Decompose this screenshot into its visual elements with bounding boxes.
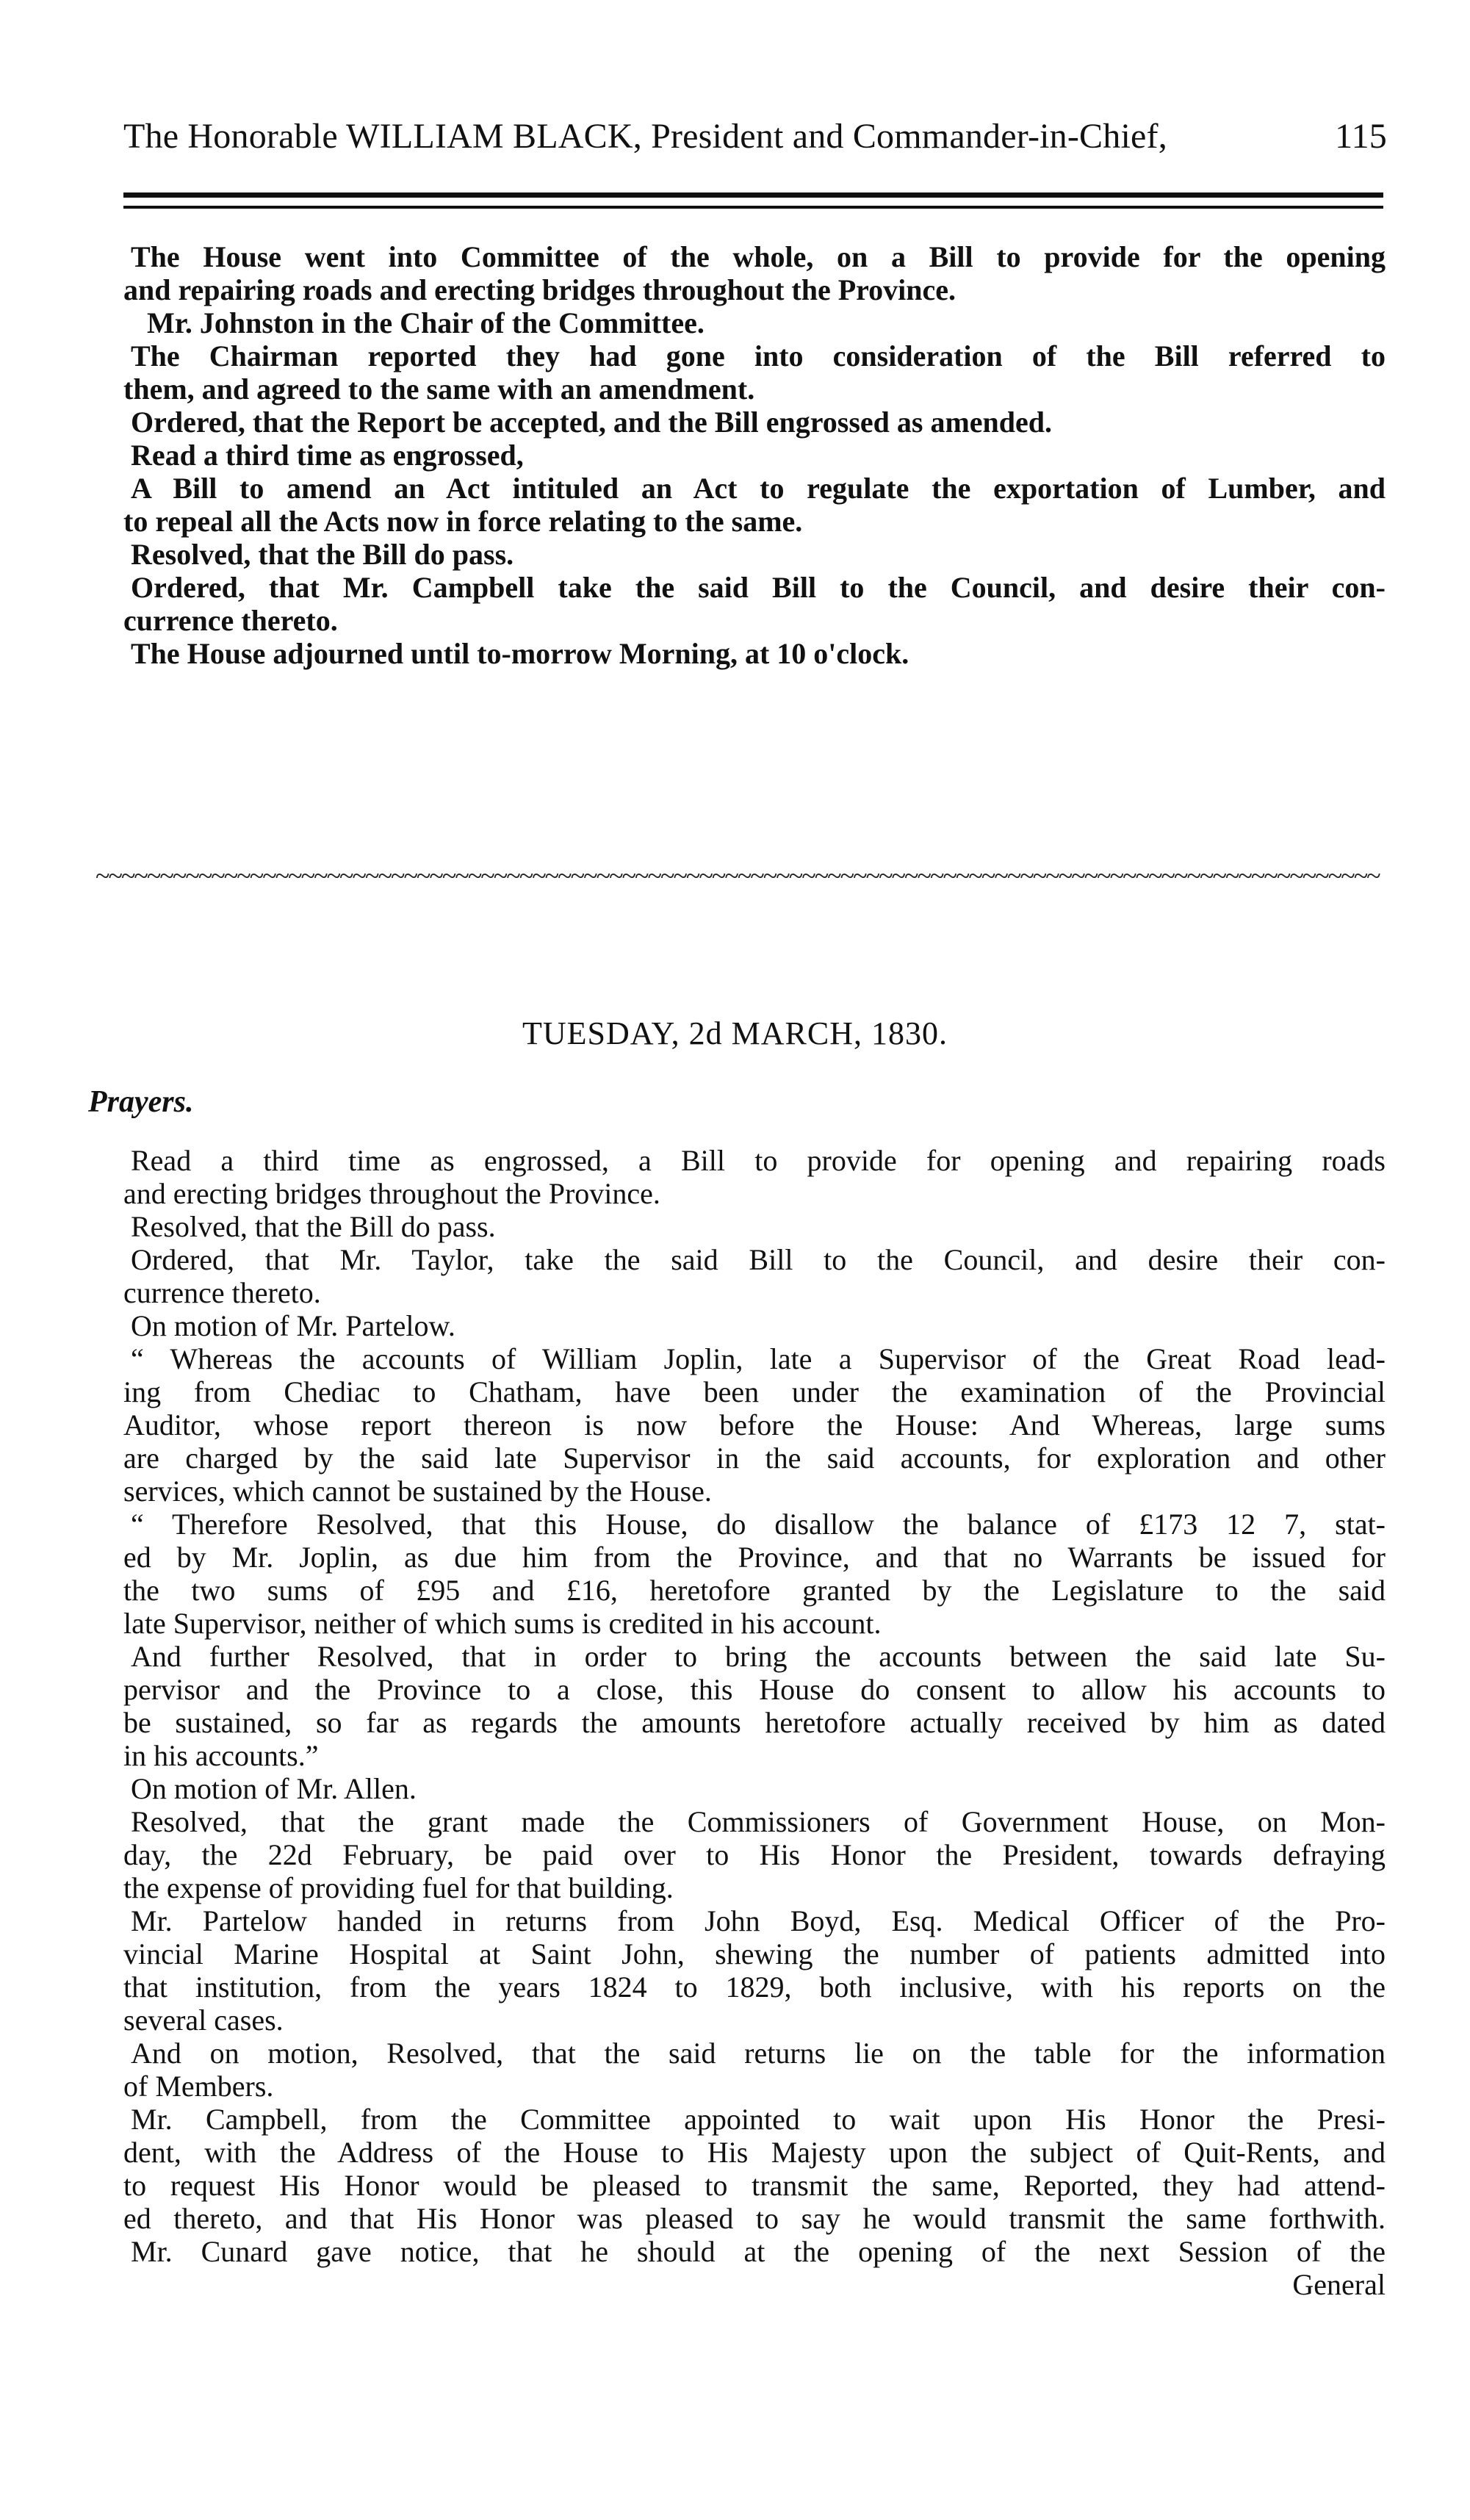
text-line: The House went into Committee of the whole, on a Bill to provide for the opening xyxy=(131,240,1386,273)
text-line: Mr. Johnston in the Chair of the Committee. xyxy=(147,306,705,339)
running-title: The Honorable WILLIAM BLACK, President and Commander-in-Chief, xyxy=(123,117,1167,156)
text-line: “ Therefore Resolved, that this House, do disallow the balance of £173 12 7, stat- xyxy=(131,1508,1386,1541)
text-line: Resolved, that the Bill do pass. xyxy=(131,1210,496,1243)
text-line: services, which cannot be sustained by the House. xyxy=(123,1475,712,1508)
text-line: Ordered, that Mr. Taylor, take the said Bill to the Council, and desire their con- xyxy=(131,1243,1386,1276)
text-line: several cases. xyxy=(123,2004,284,2037)
text-line: Resolved, that the grant made the Commissioners of Government House, on Mon- xyxy=(131,1805,1386,1838)
running-header xyxy=(123,116,1387,157)
text-line: and erecting bridges throughout the Province. xyxy=(123,1177,660,1210)
catchword: General xyxy=(1292,2268,1386,2301)
text-line: ed by Mr. Joplin, as due him from the Province, and that no Warrants be issued for xyxy=(123,1541,1386,1574)
text-line: of Members. xyxy=(123,2070,274,2103)
text-line: vincial Marine Hospital at Saint John, shewing the number of patients admitted into xyxy=(123,1937,1386,1970)
text-line: Ordered, that the Report be accepted, and the Bill engrossed as amended. xyxy=(131,406,1053,439)
date-heading: TUESDAY, 2d MARCH, 1830. xyxy=(522,1015,948,1051)
text-line: The Chairman reported they had gone into consideration of the Bill referred to xyxy=(131,339,1386,372)
section-proceedings-previous xyxy=(123,240,1386,670)
text-line: On motion of Mr. Allen. xyxy=(131,1772,417,1805)
text-line: day, the 22d February, be paid over to His Honor the President, towards defraying xyxy=(123,1838,1386,1871)
text-line: A Bill to amend an Act intituled an Act to regulate the exportation of Lumber, and xyxy=(131,472,1386,505)
text-line: Read a third time as engrossed, a Bill to provide for opening and repairing roads xyxy=(131,1144,1386,1177)
text-line: to repeal all the Acts now in force relating to the same. xyxy=(123,505,803,538)
page-number: 115 xyxy=(1335,117,1387,156)
text-line: them, and agreed to the same with an amendment. xyxy=(123,372,755,406)
section-proceedings-tuesday xyxy=(123,1144,1386,2301)
text-line: to request His Honor would be pleased to transmit the same, Reported, they had attend- xyxy=(123,2169,1386,2202)
text-line: the two sums of £95 and £16, heretofore granted by the Legislature to the said xyxy=(123,1574,1386,1607)
text-line: Read a third time as engrossed, xyxy=(131,439,524,472)
prayers-heading: Prayers. xyxy=(88,1085,194,1119)
text-line: late Supervisor, neither of which sums is credited in his account. xyxy=(123,1607,882,1640)
text-line: ed thereto, and that His Honor was pleased to say he would transmit the same forthwith. xyxy=(123,2202,1386,2235)
header-double-rule xyxy=(123,192,1383,209)
text-line: Auditor, whose report thereon is now before the House: And Whereas, large sums xyxy=(123,1408,1386,1441)
text-line: are charged by the said late Supervisor in the said accounts, for exploration and other xyxy=(123,1441,1386,1475)
text-line: currence thereto. xyxy=(123,1276,321,1309)
text-line: be sustained, so far as regards the amounts heretofore actually received by him as dated xyxy=(123,1706,1386,1739)
text-line: And further Resolved, that in order to bring the accounts between the said late Su- xyxy=(131,1640,1386,1673)
text-line: And on motion, Resolved, that the said returns lie on the table for the information xyxy=(131,2037,1386,2070)
text-line: ing from Chediac to Chatham, have been under the examination of the Provincial xyxy=(123,1375,1386,1408)
text-line: Mr. Cunard gave notice, that he should at the opening of the next Session of the xyxy=(131,2235,1386,2268)
text-line: and repairing roads and erecting bridges throughout the Province. xyxy=(123,273,956,306)
text-line: On motion of Mr. Partelow. xyxy=(131,1309,455,1342)
text-line: The House adjourned until to-morrow Morning, at 10 o'clock. xyxy=(131,637,909,670)
text-line: Mr. Campbell, from the Committee appointed to wait upon His Honor the Presi- xyxy=(131,2103,1386,2136)
text-line: Mr. Partelow handed in returns from John Boyd, Esq. Medical Officer of the Pro- xyxy=(131,1904,1386,1937)
text-line: dent, with the Address of the House to His Majesty upon the subject of Quit-Rents, and xyxy=(123,2136,1386,2169)
text-line: that institution, from the years 1824 to 1829, both inclusive, with his reports on the xyxy=(123,1970,1386,2004)
text-line: Ordered, that Mr. Campbell take the said Bill to the Council, and desire their con- xyxy=(131,571,1386,604)
text-line: “ Whereas the accounts of William Joplin, late a Supervisor of the Great Road lead- xyxy=(131,1342,1386,1375)
text-line: currence thereto. xyxy=(123,604,338,637)
text-line: the expense of providing fuel for that building. xyxy=(123,1871,674,1904)
ornamental-divider: ~~~~~~~~~~~~~~~~~~~~~~~~~~~~~~~~~~~~~~~~~~~~~~~~~~~~~~~~~~~~~~~~~~~~~~~~~~~~~~~~~~~~~~~~~~~~~~~~~~~~ xyxy=(96,861,1380,890)
text-line: Resolved, that the Bill do pass. xyxy=(131,538,514,571)
text-line: pervisor and the Province to a close, this House do consent to allow his accounts to xyxy=(123,1673,1386,1706)
text-line: in his accounts.” xyxy=(123,1739,319,1772)
